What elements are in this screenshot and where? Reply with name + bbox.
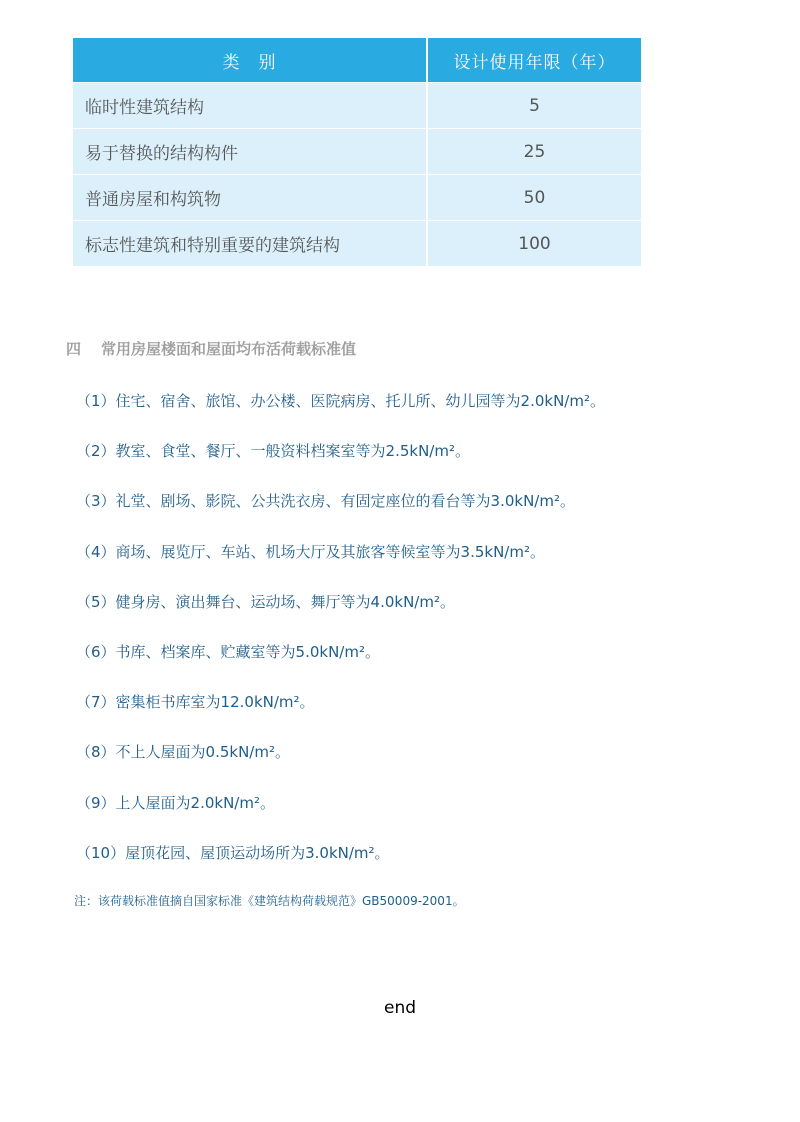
list-item: （6）书库、档案库、贮藏室等为5.0kN/m²。 [76, 642, 380, 661]
table-row [73, 129, 641, 175]
years-cell: 5 [427, 83, 641, 129]
table-row [73, 221, 641, 267]
category-cell: 标志性建筑和特别重要的建筑结构 [73, 221, 427, 267]
list-item: （1）住宅、宿舍、旅馆、办公楼、医院病房、托儿所、幼儿园等为2.0kN/m²。 [76, 392, 605, 410]
list-item: （4）商场、展览厅、车站、机场大厅及其旅客等候室等为3.5kN/m²。 [76, 542, 545, 561]
design-life-table [73, 38, 641, 266]
live-load-list [76, 388, 605, 890]
list-item: （7）密集柜书库室为12.0kN/m²。 [76, 693, 315, 712]
list-item: （5）健身房、演出舞台、运动场、舞厅等为4.0kN/m²。 [76, 592, 455, 611]
years-cell: 25 [427, 129, 641, 175]
list-item: （3）礼堂、剧场、影院、公共洗衣房、有固定座位的看台等为3.0kN/m²。 [76, 492, 575, 511]
section-title: 常用房屋楼面和屋面均布活荷载标准值 [101, 340, 357, 358]
list-item: （10）屋顶花园、屋顶运动场所为3.0kN/m²。 [76, 843, 390, 862]
end-marker: end [383, 998, 417, 1018]
column-header-category: 类 别 [73, 38, 427, 83]
footnote: 注：该荷载标准值摘自国家标准《建筑结构荷载规范》GB50009-2001。 [74, 894, 465, 908]
category-cell: 易于替换的结构构件 [73, 129, 427, 175]
table-header-row [73, 38, 641, 83]
table-row [73, 83, 641, 129]
category-cell: 普通房屋和构筑物 [73, 175, 427, 221]
list-item: （9）上人屋面为2.0kN/m²。 [76, 793, 275, 812]
list-item: （8）不上人屋面为0.5kN/m²。 [76, 743, 290, 762]
list-item: （2）教室、食堂、餐厅、一般资料档案室等为2.5kN/m²。 [76, 442, 470, 461]
section-heading [66, 338, 356, 359]
years-cell: 100 [427, 221, 641, 267]
column-header-years: 设计使用年限（年） [427, 38, 641, 83]
years-cell: 50 [427, 175, 641, 221]
section-number: 四 [66, 340, 82, 358]
table-row [73, 175, 641, 221]
category-cell: 临时性建筑结构 [73, 83, 427, 129]
